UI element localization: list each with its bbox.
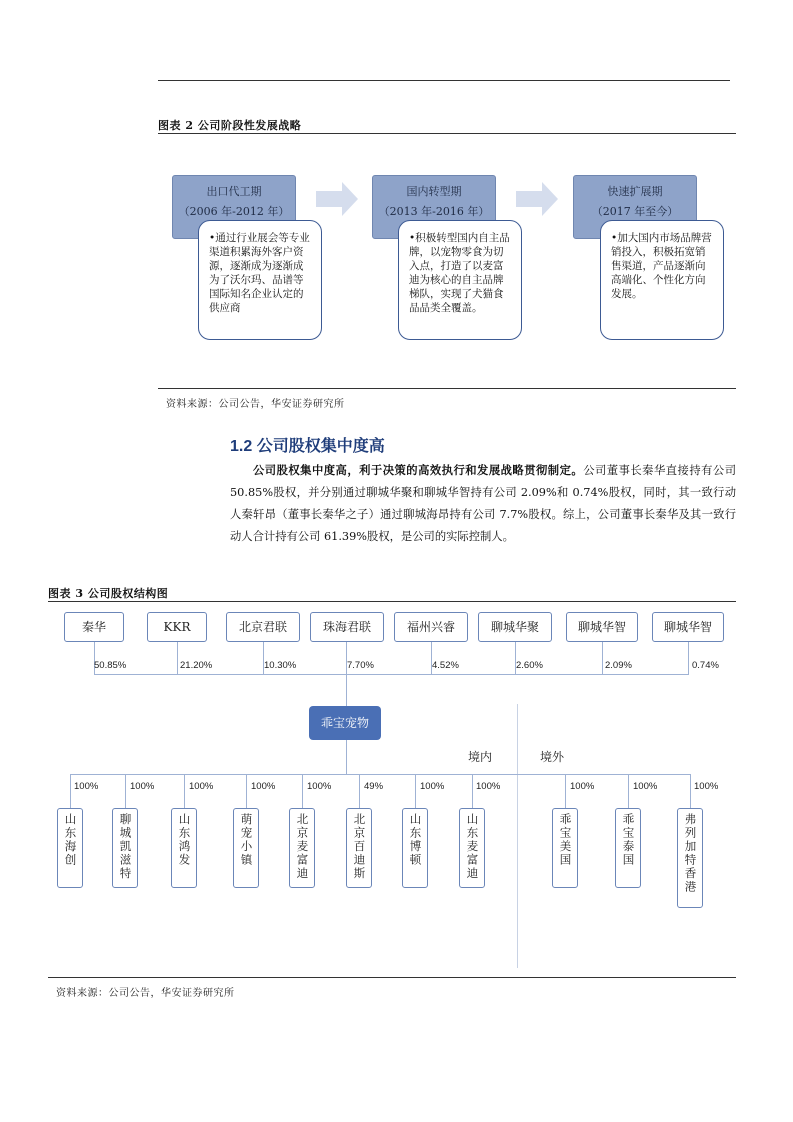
connector-line <box>94 674 689 675</box>
shareholder-box: 秦华 <box>64 612 124 642</box>
shareholder-box: KKR <box>147 612 207 642</box>
region-divider <box>517 704 518 968</box>
connector-line <box>70 774 690 775</box>
subsidiary-name: 聊城凯滋特 <box>118 813 133 881</box>
subsidiary-pct: 100% <box>307 781 332 792</box>
subsidiary-name: 弗列加特香港 <box>683 813 698 894</box>
phase-3-desc: •加大国内市场品牌营销投入，积极拓宽销售渠道，产品逐渐向高端化、个性化方向发展。 <box>600 220 724 340</box>
connector-line <box>602 642 603 674</box>
connector-line <box>359 774 360 808</box>
figure3-source: 资料来源：公司公告，华安证券研究所 <box>56 988 235 999</box>
connector-line <box>688 642 689 674</box>
shareholder-pct: 0.74% <box>692 660 719 671</box>
subsidiary-pct: 100% <box>130 781 155 792</box>
shareholder-pct: 10.30% <box>264 660 297 671</box>
phase-3-name: 快速扩展期 <box>607 185 663 198</box>
phase-3-period: （2017 年至今） <box>591 205 679 218</box>
subsidiary-name: 山东海创 <box>63 813 78 867</box>
connector-line <box>565 774 566 808</box>
subsidiary-box <box>346 808 372 888</box>
subsidiary-name: 北京百迪斯 <box>352 813 367 881</box>
connector-line <box>690 774 691 808</box>
connector-line <box>70 774 71 808</box>
arrow-right-icon <box>316 182 358 216</box>
phase-1-name: 出口代工期 <box>206 185 262 198</box>
figure2-source: 资料来源：公司公告，华安证券研究所 <box>166 399 345 410</box>
shareholder-pct: 4.52% <box>432 660 459 671</box>
phase-2-desc: •积极转型国内自主品牌，以宠物零食为切入点，打造了以麦富迪为核心的自主品牌梯队，实现了犬猫食品品类全覆盖。 <box>398 220 522 340</box>
section-heading: 1.2 公司股权集中度高 <box>230 438 385 455</box>
subsidiary-box <box>57 808 83 888</box>
subsidiary-box <box>171 808 197 888</box>
figure3-top-rule <box>48 601 736 602</box>
subsidiary-pct: 100% <box>570 781 595 792</box>
company-box: 乖宝宠物 <box>309 706 381 740</box>
section-lead: 公司股权集中度高，利于决策的高效执行和发展战略贯彻制定。 <box>253 463 584 477</box>
connector-line <box>246 774 247 808</box>
subsidiary-box <box>233 808 259 888</box>
subsidiary-pct: 100% <box>189 781 214 792</box>
arrow-right-icon <box>516 182 558 216</box>
subsidiary-pct: 100% <box>633 781 658 792</box>
shareholder-box: 珠海君联 <box>310 612 384 642</box>
section-body: 公司董事长秦华直接持有公司 50.85%股权，并分别通过聊城华聚和聊城华智持有公司 2.09%和 0.74%股权，同时，其一致行动人秦轩昂（董事长秦华之子）通过聊城海昂持有公司 7.7%股权。综上，公司董事长秦华及其一致行动人合计持有公司 61.39%股权，是公司的实际控制人。 <box>230 464 736 543</box>
section-paragraph <box>230 459 736 548</box>
subsidiary-box <box>677 808 703 908</box>
connector-line <box>125 774 126 808</box>
connector-line <box>346 674 347 706</box>
connector-line <box>177 642 178 674</box>
subsidiary-name: 乖宝泰国 <box>621 813 636 867</box>
subsidiary-pct: 100% <box>74 781 99 792</box>
subsidiary-box <box>112 808 138 888</box>
subsidiary-pct: 100% <box>251 781 276 792</box>
subsidiary-pct: 100% <box>420 781 445 792</box>
figure2-top-rule <box>158 133 736 134</box>
figure3-bottom-rule <box>48 977 736 978</box>
shareholder-box: 聊城华智 <box>566 612 638 642</box>
figure2-bottom-rule <box>158 388 736 389</box>
shareholder-pct: 2.09% <box>605 660 632 671</box>
phase-1-period: （2006 年-2012 年） <box>178 205 290 218</box>
shareholder-box: 聊城华聚 <box>478 612 552 642</box>
subsidiary-pct: 100% <box>476 781 501 792</box>
subsidiary-box <box>289 808 315 888</box>
overseas-label: 境外 <box>540 750 565 764</box>
subsidiary-box <box>615 808 641 888</box>
header-rule <box>158 80 730 81</box>
shareholder-box: 福州兴睿 <box>394 612 468 642</box>
shareholder-pct: 2.60% <box>516 660 543 671</box>
connector-line <box>346 740 347 774</box>
subsidiary-name: 山东麦富迪 <box>465 813 480 881</box>
domestic-label: 境内 <box>468 750 493 764</box>
subsidiary-name: 萌宠小镇 <box>239 813 254 867</box>
shareholder-pct: 7.70% <box>347 660 374 671</box>
connector-line <box>302 774 303 808</box>
shareholder-box: 聊城华智 <box>652 612 724 642</box>
figure3-title: 图表 3 公司股权结构图 <box>48 587 169 600</box>
shareholder-pct: 50.85% <box>94 660 127 671</box>
connector-line <box>415 774 416 808</box>
subsidiary-name: 山东鸿发 <box>177 813 192 867</box>
shareholder-pct: 21.20% <box>180 660 213 671</box>
subsidiary-box <box>402 808 428 888</box>
figure2-title: 图表 2 公司阶段性发展战略 <box>158 119 302 132</box>
subsidiary-pct: 49% <box>364 781 384 792</box>
phase-2-period: （2013 年-2016 年） <box>378 205 490 218</box>
phase-2-name: 国内转型期 <box>406 185 462 198</box>
subsidiary-box <box>552 808 578 888</box>
subsidiary-box <box>459 808 485 888</box>
subsidiary-name: 山东博顿 <box>408 813 423 867</box>
subsidiary-name: 乖宝美国 <box>558 813 573 867</box>
connector-line <box>628 774 629 808</box>
shareholder-box: 北京君联 <box>226 612 300 642</box>
subsidiary-pct: 100% <box>694 781 719 792</box>
phase-1-desc: •通过行业展会等专业渠道积累海外客户资源，逐渐成为逐渐成为了沃尔玛、品谱等国际知名企业认定的供应商 <box>198 220 322 340</box>
connector-line <box>184 774 185 808</box>
subsidiary-name: 北京麦富迪 <box>295 813 310 881</box>
connector-line <box>472 774 473 808</box>
